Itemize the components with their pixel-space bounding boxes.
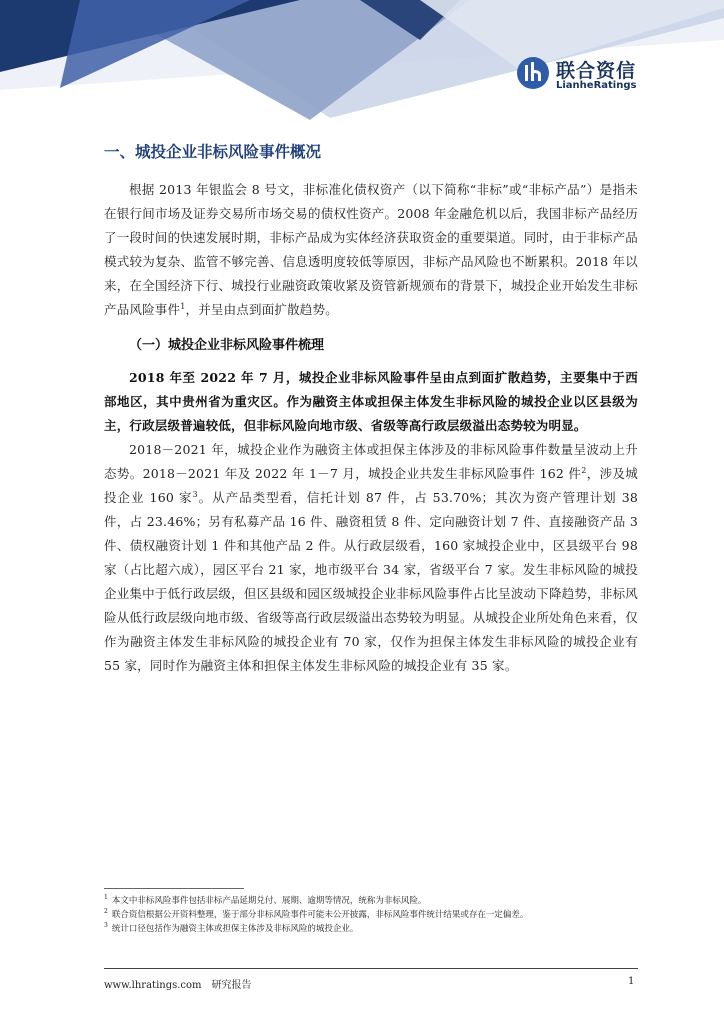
intro-text: 根据 2013 年银监会 8 号文，非标准化债权资产（以下简称“非标”或“非标产品”）是指未在银行间市场及证券交易所市场交易的债权性资产。2008 年金融危机以后，我国非标产品经历了一段时间的快速发展时期，非标产品成为实体经济获取资金的重要渠道。同时，由于非标产品模式较为复杂、监管不够完善、信息透明度较低等原因，非标产品风险也不断累积。2018 年以来，在全国经济下行、城投行业融资政策收紧及资管新规颁布的背景下，城投企业开始发生非标产品风险事件 [104,182,638,317]
subsection-title: （一）城投企业非标风险事件梳理 [129,338,325,353]
article-body [104,140,638,678]
footnote-ref-1: 1 [180,301,186,311]
footnote-text: 统计口径包括作为融资主体或担保主体涉及非标风险的城投企业。 [111,924,359,934]
lianhe-logo-icon [516,56,550,90]
footer-website-link[interactable]: www.lhratings.com [104,980,202,991]
footer-doc-type: 研究报告 [211,980,252,991]
footnote-divider [104,888,244,889]
stats-text-2: ，涉及城投企业 160 家 [104,466,638,505]
stats-text-1: 2018－2021 年，城投企业作为融资主体或担保主体涉及的非标风险事件数量呈波动上升态势。2018－2021 年及 2022 年 1－7 月，城投企业共发生非标风险事件 162 件 [104,442,638,481]
footnote-item [104,922,644,936]
stats-text-3: 。从产品类型看，信托计划 87 件，占 53.70%；其次为资产管理计划 38 件，占 23.46%；另有私募产品 16 件、融资租赁 8 件、定向融资计划 7 件、直接融资产品 3 件、债权融资计划 1 件和其他产品 2 件。从行政层级看，160 家城投企业中，区县级平台 98 家（占比超六成），园区平台 21 家，地市级平台 34 家，省级平台 7 家。发生非标风险的城投企业集中于低行政层级，但区县级和园区级城投企业非标风险事件占比呈波动下降趋势，非标风险从低行政层级向地市级、省级等高行政层级溢出态势较为明显。从城投企业所处角色来看，仅作为融资主体发生非标风险的城投企业有 70 家，仅作为担保主体发生非标风险的城投企业有 55 家，同时作为融资主体和担保主体发生非标风险的城投企业有 35 家。 [104,490,638,673]
footnote-number: 1 [104,894,108,902]
key-finding-paragraph: 2018 年至 2022 年 7 月，城投企业非标风险事件呈由点到面扩散趋势，主要集中于西部地区，其中贵州省为重灾区。作为融资主体或担保主体发生非标风险的城投企业以区县级为主，行政层级普遍较低，但非标风险向地市级、省级等高行政层级溢出态势较为明显。 [104,370,638,433]
footnote-text: 联合资信根据公开资料整理，鉴于部分非标风险事件可能未公开披露，非标风险事件统计结果或存在一定偏差。 [111,910,529,920]
intro-text-end: ，并呈由点到面扩散趋势。 [185,302,338,317]
footnote-item [104,894,644,908]
statistics-paragraph [104,438,638,678]
footnote-number: 3 [104,922,108,930]
section-title: 一、城投企业非标风险事件概况 [104,143,322,161]
logo-english-name: LianheRatings [556,80,637,91]
company-logo [516,54,656,98]
footnote-text: 本文中非标风险事件包括非标产品延期兑付、展期、逾期等情况，统称为非标风险。 [111,896,427,906]
footnote-ref-2: 2 [581,465,587,475]
footnote-number: 2 [104,908,108,916]
footnote-item [104,908,644,922]
page-number: 1 [628,976,635,987]
footnotes [104,894,644,936]
footnote-ref-3: 3 [192,489,198,499]
intro-paragraph [104,178,638,322]
logo-chinese-name: 联合资信 [556,60,637,82]
footer-info [104,976,252,991]
footer-divider [104,968,638,969]
